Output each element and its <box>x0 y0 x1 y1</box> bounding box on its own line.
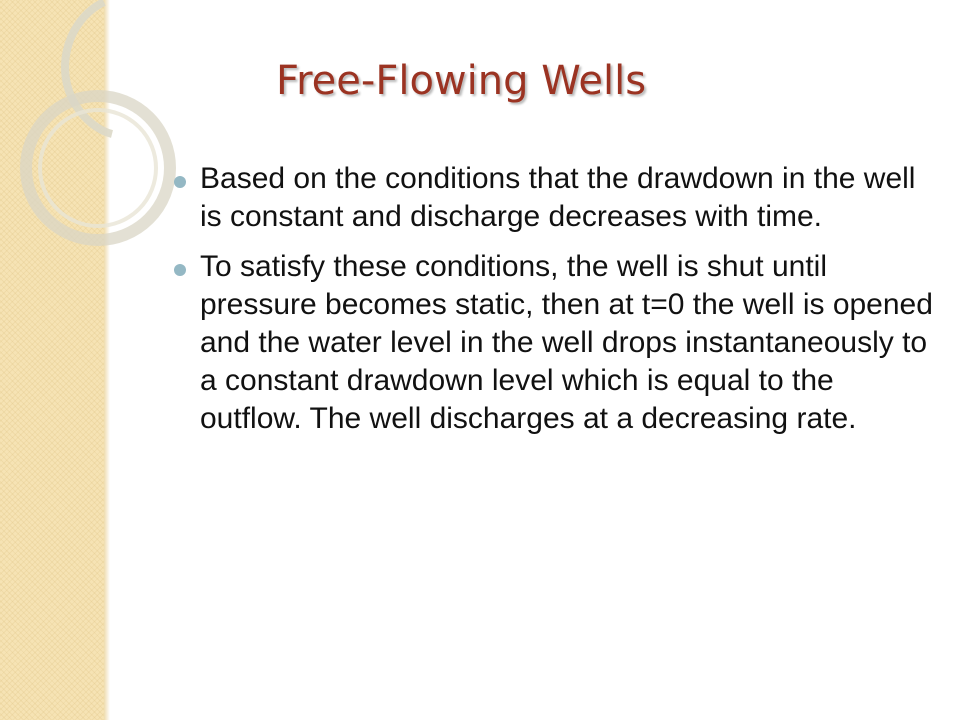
bullet-dot-icon <box>174 264 186 276</box>
rings-decoration-icon <box>0 0 200 260</box>
bullet-text: To satisfy these conditions, the well is shut until pressure becomes static, then at t=0 the well is opened and the water level in the well drops instantaneously to a constant drawdown level which is equal to the outflow. The well discharges at a decreasing rate. <box>200 250 933 435</box>
bullet-item <box>174 160 934 236</box>
bullet-item <box>174 248 934 438</box>
ring-outer <box>26 96 170 240</box>
slide-title: Free-Flowing Wells <box>276 58 647 104</box>
bullet-dot-icon <box>174 176 186 188</box>
bullet-text: Based on the conditions that the drawdown in the well is constant and discharge decreases with time. <box>200 162 916 233</box>
bullet-list <box>174 160 934 450</box>
